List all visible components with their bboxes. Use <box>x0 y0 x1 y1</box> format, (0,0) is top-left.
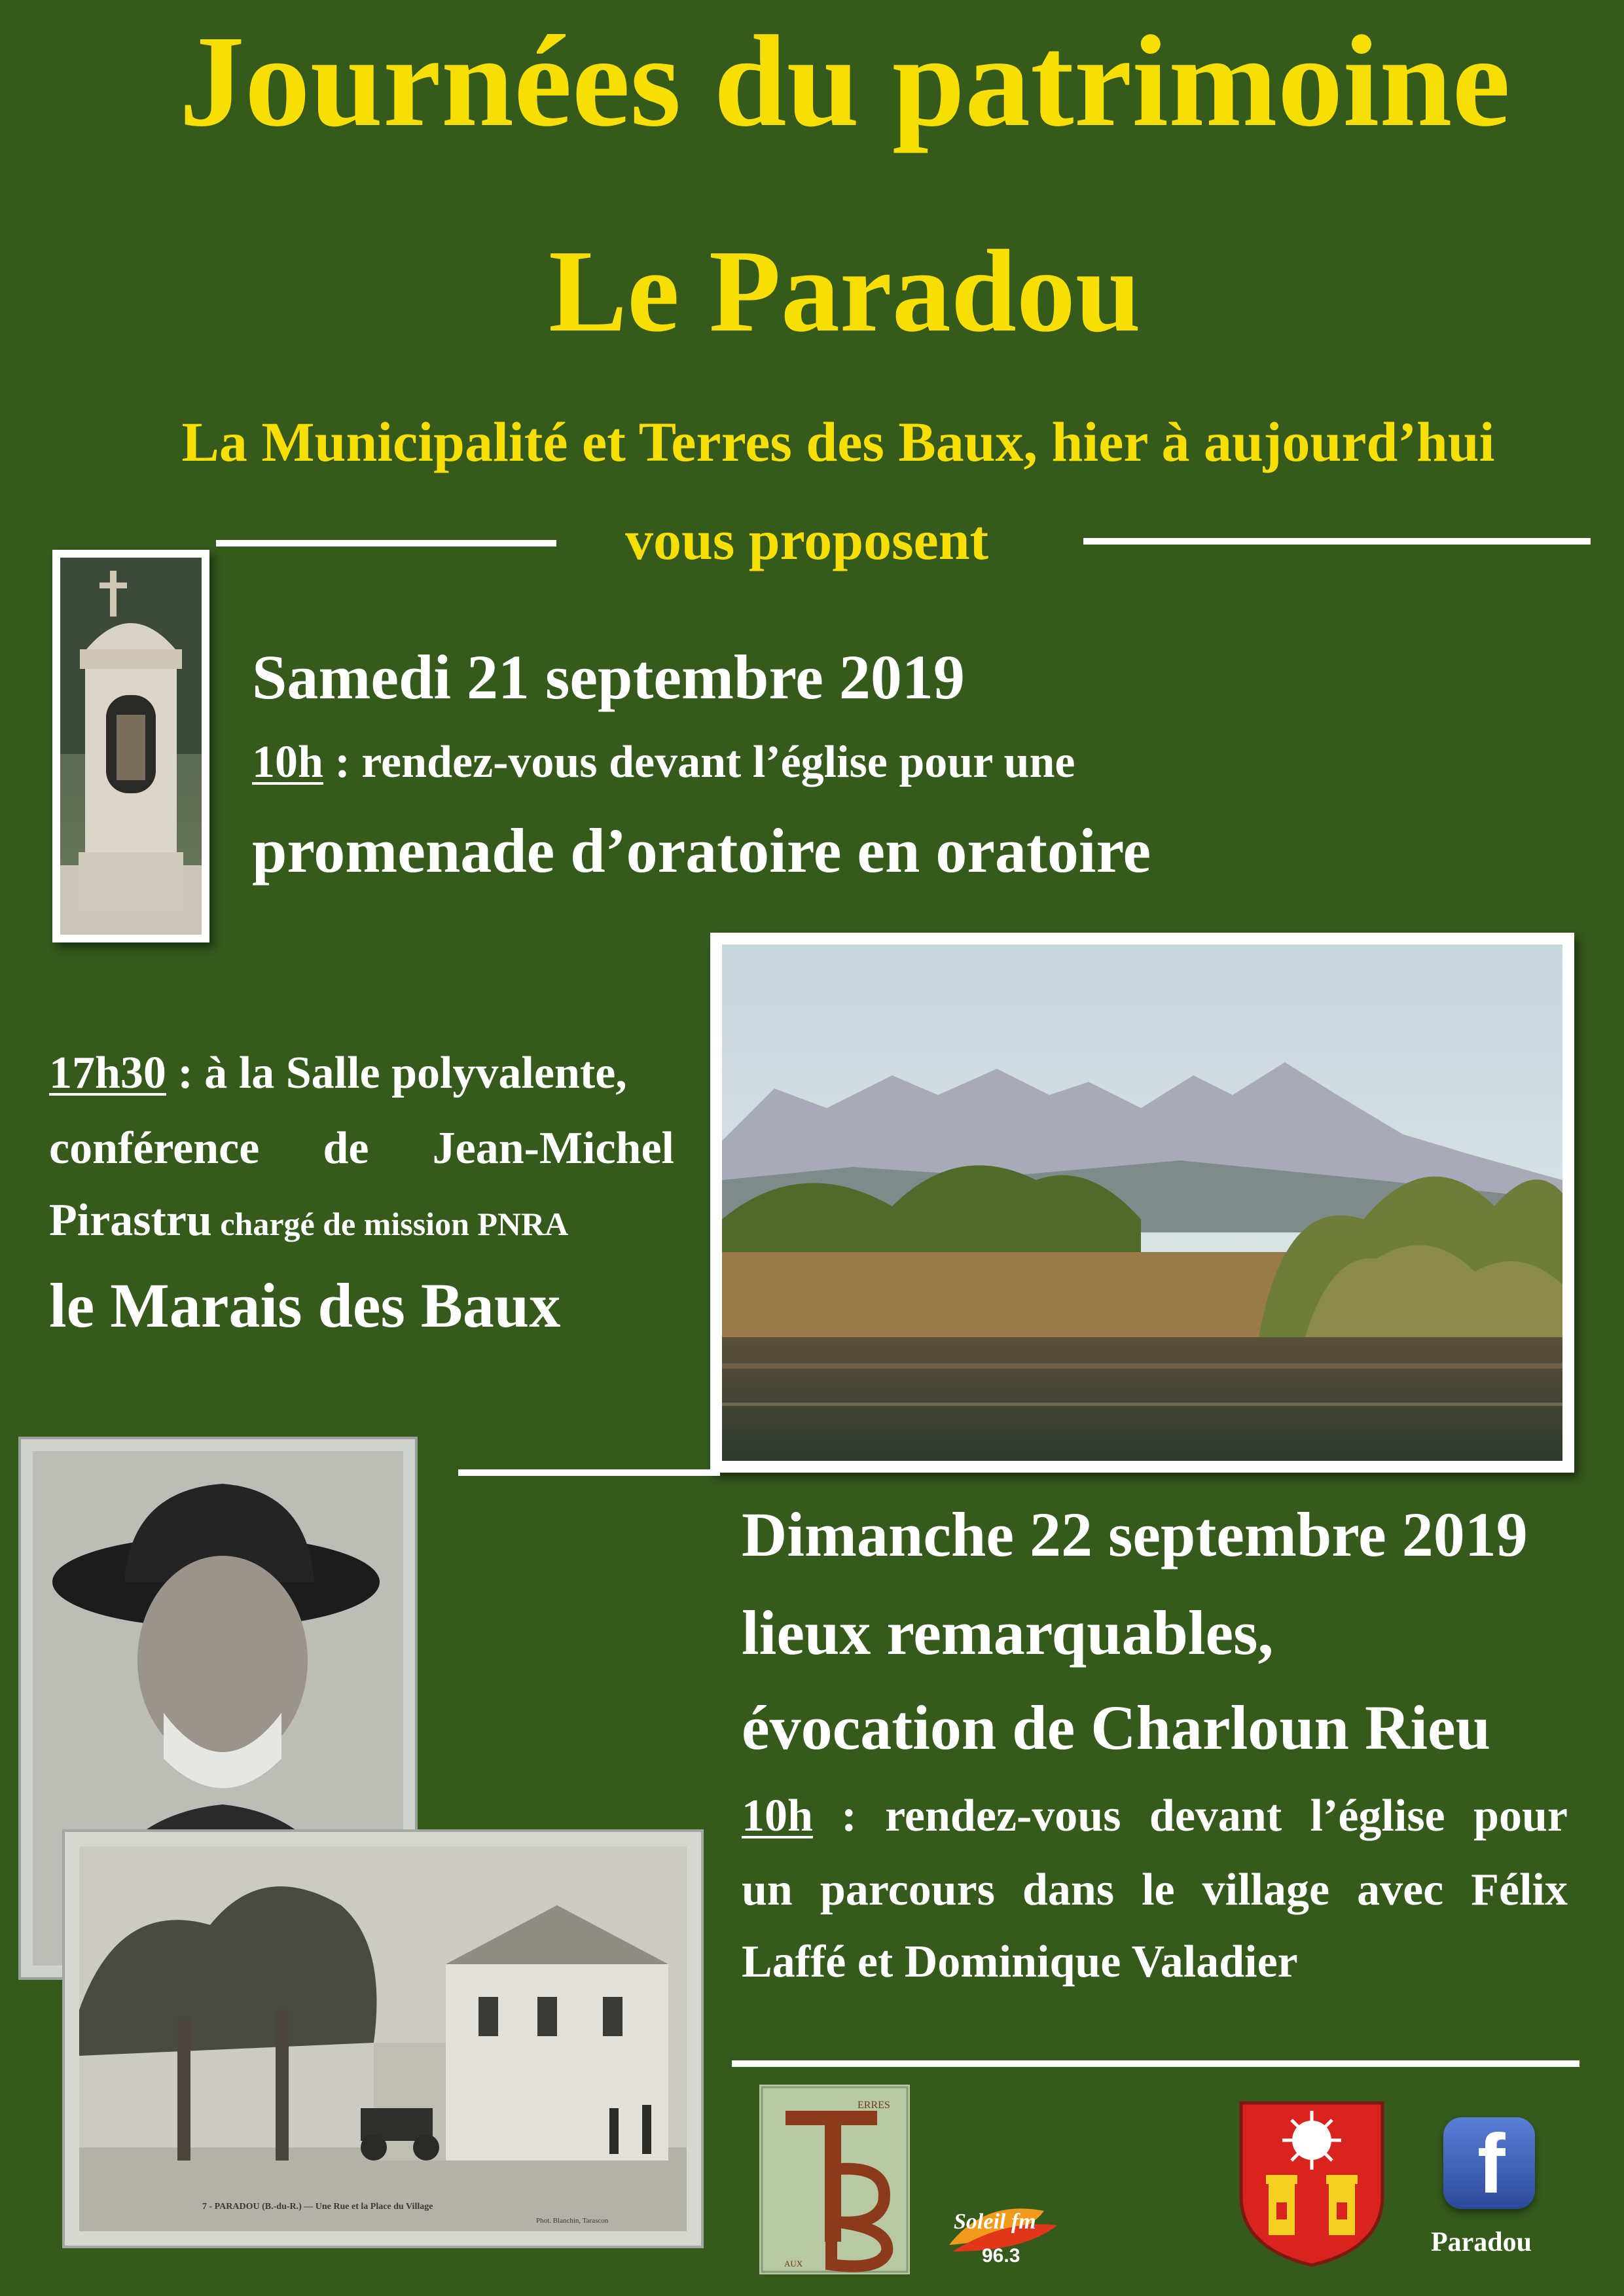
facebook-icon[interactable] <box>1443 2117 1535 2209</box>
radio-frequency: 96.3 <box>982 2245 1020 2267</box>
saturday-evening-line3 <box>49 1191 568 1253</box>
saturday-evening-time: 17h30 <box>49 1048 166 1098</box>
saturday-date: Samedi 21 septembre 2019 <box>252 642 965 712</box>
speaker-role: chargé de mission PNRA <box>211 1206 569 1242</box>
saturday-morning-text: : rendez-vous devant l’église pour une <box>323 737 1075 787</box>
saturday-evening-line1 <box>49 1044 627 1103</box>
oratory-image <box>60 558 202 935</box>
sunday-text3: Laffé et Dominique Valadier <box>742 1937 1298 1987</box>
oratory-photo <box>52 550 209 942</box>
radio-name: Soleil fm <box>954 2210 1036 2234</box>
sunday-text1 <box>742 1787 1568 1846</box>
sunday-time: 10h <box>742 1791 813 1841</box>
divider-middle <box>458 1469 720 1476</box>
saturday-morning-time: 10h <box>252 737 323 787</box>
sunday-line1: lieux remarquables, <box>742 1598 1274 1668</box>
divider-bottom <box>732 2060 1579 2067</box>
marsh-photo <box>710 933 1574 1473</box>
saturday-evening-text: : à la Salle polyvalente, <box>166 1048 627 1098</box>
saturday-morning-title: promenade d’oratoire en oratoire <box>252 816 1151 886</box>
paradou-coat-of-arms <box>1236 2098 1388 2268</box>
soleil-fm-logo <box>946 2199 1064 2278</box>
sunday-date: Dimanche 22 septembre 2019 <box>742 1499 1528 1570</box>
terres-des-baux-logo <box>759 2085 910 2274</box>
svg-text:AUX: AUX <box>784 2259 803 2269</box>
village-postcard <box>62 1829 704 2248</box>
marsh-image <box>722 944 1562 1461</box>
postcard-credit: Phot. Blanchin, Tarascon <box>536 2217 609 2225</box>
saturday-morning <box>252 733 1075 792</box>
sunday-text1-body: : rendez-vous devant l’église pour <box>812 1791 1568 1841</box>
sunday-text2: un parcours dans le village avec Félix <box>742 1865 1568 1915</box>
facebook-label: Paradou <box>1431 2227 1532 2257</box>
saturday-evening-title: le Marais des Baux <box>49 1270 561 1340</box>
propose-text: vous proposent <box>625 509 989 571</box>
divider-right-top <box>1083 538 1591 545</box>
postcard-image <box>79 1846 687 2231</box>
divider-left-top <box>216 540 556 547</box>
svg-text:ERRES: ERRES <box>857 2100 890 2111</box>
speaker-name: Pirastru <box>49 1195 212 1246</box>
postcard-caption: 7 - PARADOU (B.-du-R.) — Une Rue et la Place du Village <box>202 2202 433 2212</box>
facebook-letter: f <box>1477 2117 1506 2211</box>
poster-title: Journées du patrimoine <box>179 9 1511 154</box>
sunday-line2: évocation de Charloun Rieu <box>742 1693 1491 1763</box>
poster-subtitle: Le Paradou <box>548 226 1141 356</box>
saturday-evening-line2: conférence de Jean-Michel <box>49 1123 674 1174</box>
organizers-line: La Municipalité et Terres des Baux, hier à aujourd’hui <box>181 410 1495 473</box>
